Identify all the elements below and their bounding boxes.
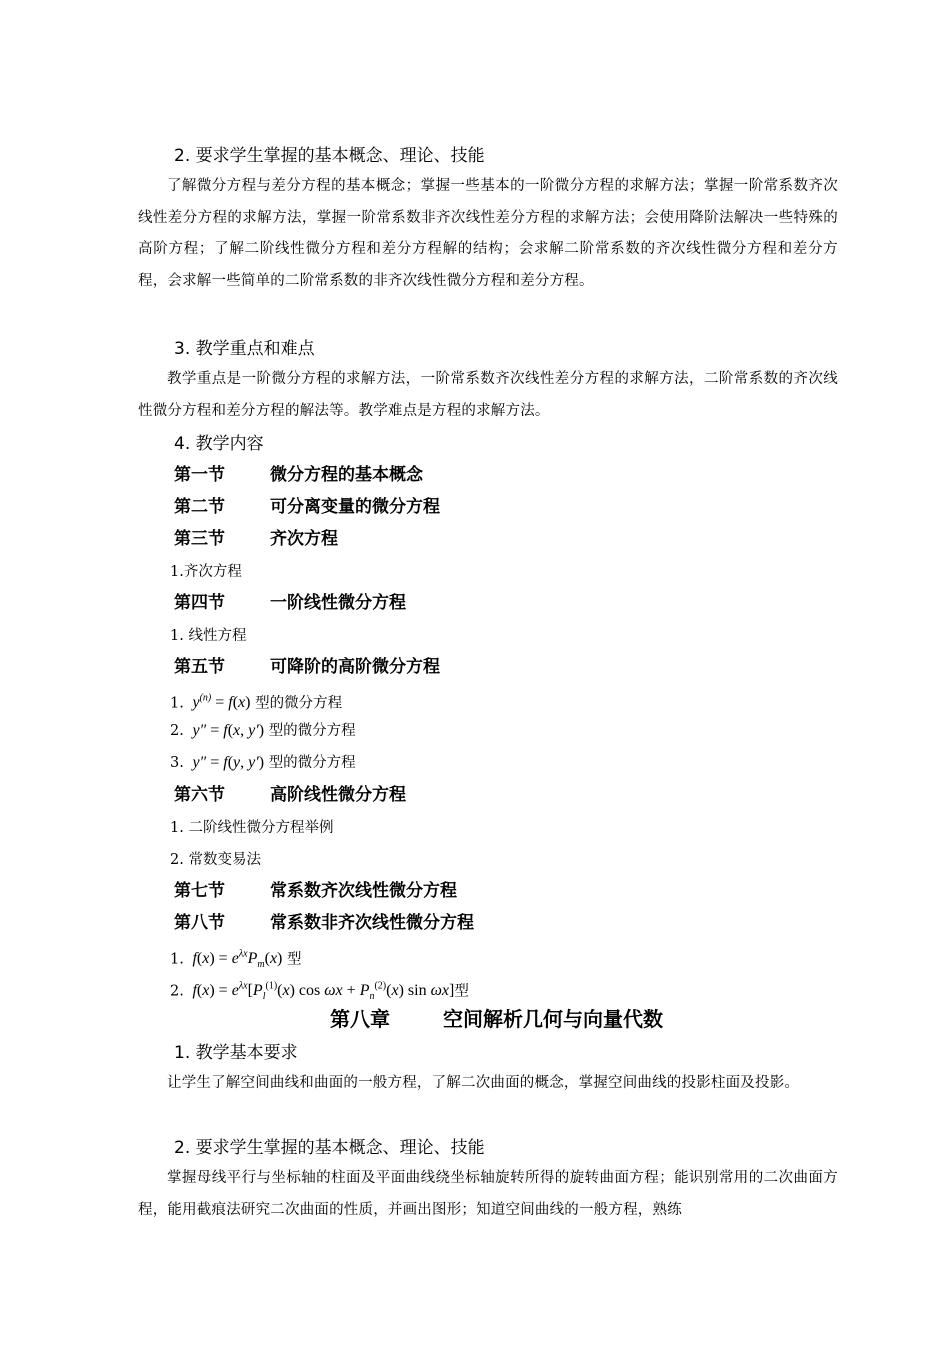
item-text: 型的微分方程 [268,755,356,771]
chapter-name: 空间解析几何与向量代数 [443,1007,663,1031]
paragraph-concepts: 掌握母线平行与坐标轴的柱面及平面曲线绕坐标轴旋转所得的旋转曲面方程；能识别常用的二次曲面方程，能用截痕法研究二次曲面的性质，并画出图形；知道空间曲线的一般方程，熟练 [138,1170,838,1218]
section-name: 可降阶的高阶微分方程 [270,657,440,677]
paragraph-basic-requirements: 让学生了解空间曲线和曲面的一般方程，了解二次曲面的概念，掌握空间曲线的投影柱面及投影。 [167,1075,800,1091]
list-item [170,720,356,742]
section-heading-key-points: 3. 教学重点和难点 [174,339,315,359]
section-title-8 [174,911,474,935]
section-number: 第二节 [174,497,225,517]
section-name: 可分离变量的微分方程 [270,497,440,517]
section-heading-basic-requirements: 1. 教学基本要求 [174,1043,298,1063]
item-number: 2. [170,723,184,739]
list-item: 1. 线性方程 [170,628,247,644]
item-text: 型的微分方程 [255,695,343,712]
item-number: 2. [170,983,184,1000]
list-item: 2. 常数变易法 [170,852,261,868]
item-text: 型 [454,983,469,1000]
section-name: 微分方程的基本概念 [270,465,423,485]
section-name: 一阶线性微分方程 [270,593,406,613]
item-number: 3. [170,755,184,771]
section-title-5 [174,655,440,679]
section-name: 高阶线性微分方程 [270,785,406,805]
list-item: 1. 二阶线性微分方程举例 [170,820,334,836]
item-text: 型 [286,951,302,968]
item-number: 1. [170,695,184,712]
section-number: 第八节 [174,913,225,933]
formula: $f(x) = e^{\lambda x}P_m(x)$ [188,949,283,971]
section-name: 齐次方程 [270,529,338,549]
section-number: 第四节 [174,593,225,613]
item-number: 1. [170,951,184,968]
chapter-title [330,1005,663,1033]
list-item: 1.齐次方程 [170,564,242,580]
section-heading-requirements: 2. 要求学生掌握的基本概念、理论、技能 [174,146,485,166]
section-number: 第七节 [174,881,225,901]
formula: y″ = f(x, y′) [188,722,265,739]
section-title-6 [174,783,406,807]
section-name: 常系数非齐次线性微分方程 [270,913,474,933]
list-item [170,976,469,1009]
section-name: 常系数齐次线性微分方程 [270,881,457,901]
section-number: 第一节 [174,465,225,485]
list-item [170,752,356,774]
paragraph-requirements: 了解微分方程与差分方程的基本概念；掌握一些基本的一阶微分方程的求解方法；掌握一阶常系数齐次线性差分方程的求解方法，掌握一阶常系数非齐次线性差分方程的求解方法；会使用降阶法解决一些特殊的高阶方程；了解二阶线性微分方程和差分方程解的结构；会求解二阶常系数的齐次线性微分方程和差分方程，会求解一些简单的二阶常系数的非齐次线性微分方程和差分方程。 [138,178,838,289]
section-title-4 [174,591,406,615]
section-title-7 [174,879,457,903]
formula: $y^{(n)} = f(x)$ [188,693,251,712]
section-number: 第三节 [174,529,225,549]
section-heading-concepts: 2. 要求学生掌握的基本概念、理论、技能 [174,1138,485,1158]
list-item [170,944,301,977]
section-heading-content: 4. 教学内容 [174,434,264,454]
chapter-number: 第八章 [330,1007,390,1031]
section-number: 第五节 [174,657,225,677]
item-text: 型的微分方程 [268,723,356,739]
section-title-3 [174,527,338,551]
section-number: 第六节 [174,785,225,805]
formula: y″ = f(y, y′) [188,754,265,771]
paragraph-key-points: 教学重点是一阶微分方程的求解方法，一阶常系数齐次线性差分方程的求解方法，二阶常系数的齐次线性微分方程和差分方程的解法等。教学难点是方程的求解方法。 [138,371,838,419]
section-title-1 [174,463,423,487]
formula: $f(x) = e^{\lambda x}[P_l^{(1)}(x)$ $\cos \omega x + P_n^{(2)}(x)$ sin ωx] [188,981,455,1003]
section-title-2 [174,495,440,519]
list-item [170,688,342,714]
